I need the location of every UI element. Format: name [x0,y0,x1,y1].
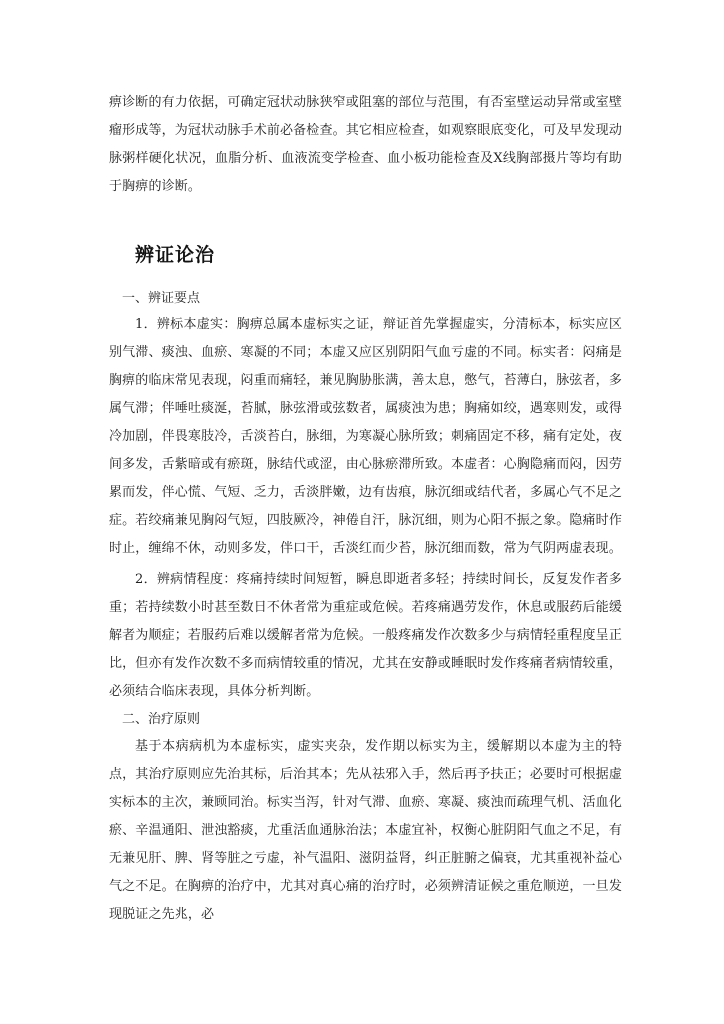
subsection-heading-differentiation: 一、辨证要点 [122,291,201,306]
subsection-heading-treatment: 二、治疗原则 [122,712,201,727]
point2-paragraph: 2．辨病情程度：疼痛持续时间短暂，瞬息即逝者多轻；持续时间长，反复发作者多重；若持续数小时甚至数日不休者常为重症或危候。若疼痛遇劳发作，休息或服药后能缓解者为顺症；若服药后难以缓解者常为危候。一般疼痛发作次数多少与病情轻重程度呈正比，但亦有发作次数不多而病情较重的情况，尤其在安静或睡眠时发作疼痛者病情较重，必须结合临床表现，具体分析判断。 [109,572,622,699]
intro-paragraph: 痹诊断的有力依据，可确定冠状动脉狭窄或阻塞的部位与范围，有否室壁运动异常或室壁瘤形成等，为冠状动脉手术前必备检查。其它相应检查，如观察眼底变化，可及早发现动脉粥样硬化状况，血脂分析、血液流变学检查、血小板功能检查及X线胸部摄片等均有助于胸痹的诊断。 [109,95,622,194]
treatment-principle-paragraph: 基于本病病机为本虚标实，虚实夹杂，发作期以标实为主，缓解期以本虚为主的特点，其治疗原则应先治其标，后治其本；先从祛邪入手，然后再予扶正；必要时可根据虚实标本的主次，兼顾同治。标实当泻，针对气滞、血瘀、寒凝、痰浊而疏理气机、活血化瘀、辛温通阳、泄浊豁痰，尤重活血通脉治法；本虚宜补，权衡心脏阴阳气血之不足，有无兼见肝、脾、肾等脏之亏虚，补气温阳、滋阴益肾，纠正脏腑之偏衰，尤其重视补益心气之不足。在胸痹的治疗中，尤其对真心痛的治疗时，必须辨清证候之重危顺逆，一旦发现脱证之先兆，必 [109,739,622,922]
section-title: 辨证论治 [135,244,216,266]
point1-paragraph: 1．辨标本虚实：胸痹总属本虚标实之证，辩证首先掌握虚实，分清标本，标实应区别气滞、痰浊、血瘀、寒凝的不同；本虚又应区别阴阳气血亏虚的不同。标实者：闷痛是胸痹的临床常见表现，闷重而痛轻，兼见胸胁胀满，善太息，憋气，苔薄白，脉弦者，多属气滞；伴唾吐痰涎，苔腻，脉弦滑或弦数者，属痰浊为患；胸痛如绞，遇寒则发，或得冷加剧，伴畏寒肢冷，舌淡苔白，脉细，为寒凝心脉所致；刺痛固定不移，痛有定处，夜间多发，舌紫暗或有瘀斑，脉结代或涩，由心脉瘀滞所致。本虚者：心胸隐痛而闷，因劳累而发，伴心慌、气短、乏力，舌淡胖嫩，边有齿痕，脉沉细或结代者，多属心气不足之症。若绞痛兼见胸闷气短，四肢厥冷，神倦自汗，脉沉细，则为心阳不振之象。隐痛时作时止，缠绵不休，动则多发，伴口干，舌淡红而少苔，脉沉细而数，常为气阴两虚表现。 [109,317,622,556]
